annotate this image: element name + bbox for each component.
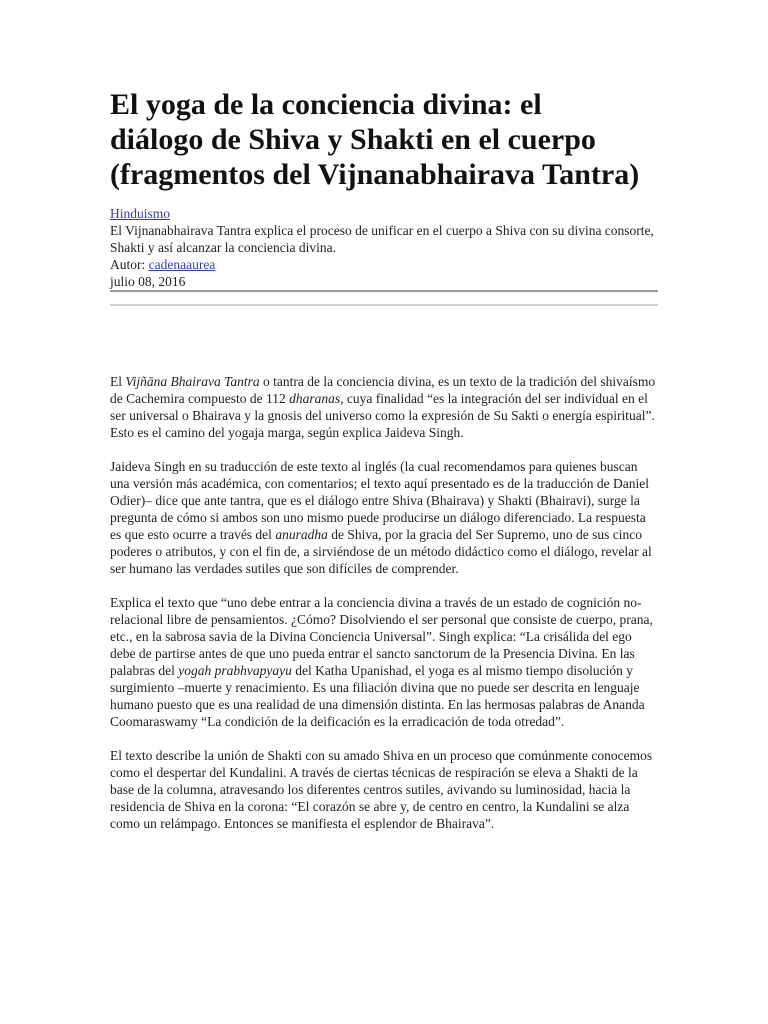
- paragraph-text: Jaideva Singh en su traducción de este texto al inglés (la cual recomendamos para quienes buscan una versión más académica, con comentarios; el texto aquí presentado es de la traducción de Daniel Odier)– dice que ante tantra, que es el diálogo entre Shiva (Bhairava) y Shakti (Bhairavi), surge la pregunta de cómo si ambos son uno mismo puede producirse un diálogo diferenciado. La respuesta es que esto ocurre a través del: [110, 459, 650, 542]
- paragraph-2: [110, 458, 658, 577]
- author-link[interactable]: cadenaaurea: [148, 257, 216, 272]
- italic-term: anuradha: [275, 527, 328, 542]
- title-line-3: (fragmentos del Vijnanabhairava Tantra): [110, 158, 640, 191]
- paragraph-text: o tantra de la conciencia divina, es un texto de la tradición del shivaísmo de Cachemira compuesto de 112: [110, 374, 656, 406]
- article-body: [110, 373, 658, 832]
- title-line-1: El yoga de la conciencia divina: el: [110, 88, 542, 121]
- article: [110, 87, 658, 849]
- paragraph-text: de Shiva, por la gracia del Ser Supremo, uno de sus cinco poderes o atributos, y con el fin de, a sirviéndose de un método didáctico como el diálogo, revelar al ser humano las verdades sutiles que son difíciles de comprender.: [110, 527, 652, 576]
- article-meta: [110, 205, 658, 290]
- divider-dark: [110, 290, 658, 292]
- divider-light: [110, 304, 658, 306]
- category-link[interactable]: Hinduismo: [110, 206, 171, 221]
- author-label: Autor:: [110, 257, 149, 272]
- paragraph-3: [110, 594, 658, 730]
- paragraph-4: [110, 747, 658, 832]
- title-line-2: diálogo de Shiva y Shakti en el cuerpo: [110, 123, 596, 156]
- italic-term: yogah prabhvapyayu: [178, 663, 292, 678]
- paragraph-text: El texto describe la unión de Shakti con su amado Shiva en un proceso que comúnmente conocemos como el despertar del Kundalini. A través de ciertas técnicas de respiración se eleva a Shakti de la base de la columna, atravesando los diferentes centros sutiles, avivando su luminosidad, hacia la residencia de Shiva en la corona: “El corazón se abre y, de centro en centro, la Kundalini se alza como un relámpago. Entonces se manifiesta el esplendor de Bhairava”.: [110, 748, 653, 831]
- paragraph-text: El: [110, 374, 126, 389]
- page-title: [110, 87, 658, 192]
- author-line: [110, 256, 658, 273]
- paragraph-text: del Katha Upanishad, el yoga es al mismo tiempo disolución y surgimiento –muerte y renacimiento. Es una filiación divina que no puede ser descrita en lenguaje humano puesto que es una realidad de una dimensión distinta. En las hermosas palabras de Ananda Coomaraswamy “La condición de la deificación es la erradicación de toda otredad”.: [110, 663, 645, 729]
- paragraph-text: cuya finalidad “es la integración del ser individual en el ser universal o Bhairava y la gnosis del universo como la expresión de Su Sakti o energía espiritual”. Esto es el camino del yogaja marga, según explica Jaideva Singh.: [110, 391, 655, 440]
- italic-term: dharanas,: [289, 391, 344, 406]
- paragraph-text: Explica el texto que “uno debe entrar a la conciencia divina a través de un estado de cognición no-relacional libre de pensamientos. ¿Cómo? Disolviendo el ser personal que consiste de cuerpo, prana, etc., en la sabrosa savia de la Divina Conciencia Universal”. Singh explica: “La crisálida del ego debe de partirse antes de que uno pueda entrar el sancto sanctorum de la Presencia Divina. En las palabras del: [110, 595, 653, 678]
- article-summary: El Vijnanabhairava Tantra explica el proceso de unificar en el cuerpo a Shiva con su divina consorte, Shakti y así alcanzar la conciencia divina.: [110, 223, 654, 255]
- italic-term: Vijñāna Bhairava Tantra: [125, 374, 260, 389]
- category-line: [110, 205, 658, 222]
- publish-date: julio 08, 2016: [110, 274, 186, 289]
- paragraph-1: [110, 373, 658, 441]
